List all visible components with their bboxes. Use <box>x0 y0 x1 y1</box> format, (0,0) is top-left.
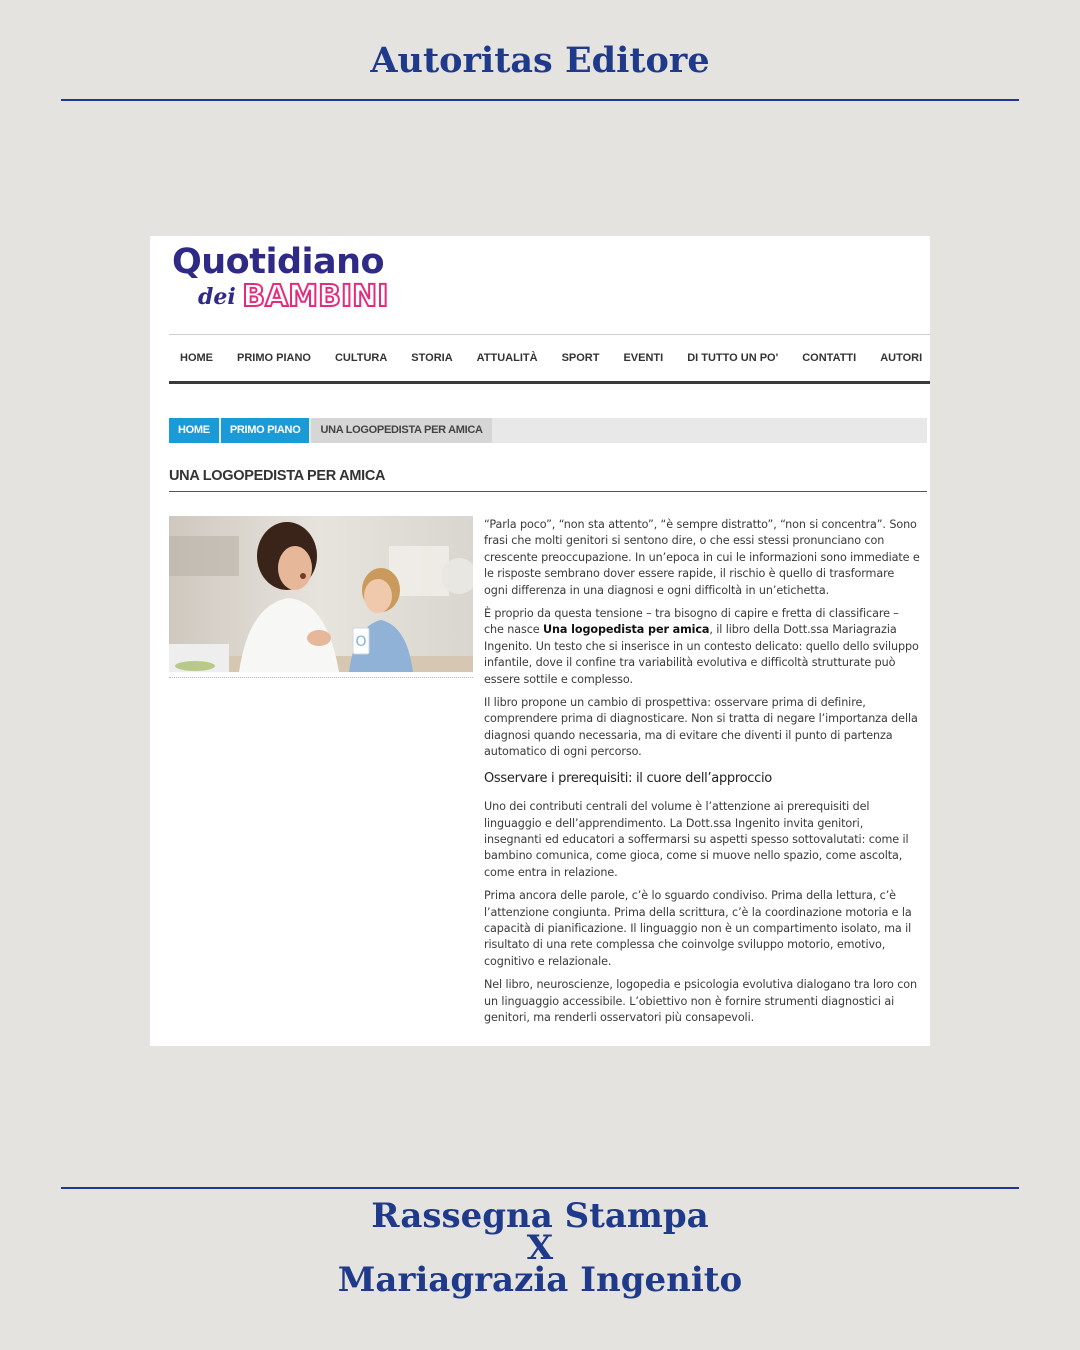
site-logo[interactable] <box>172 240 388 314</box>
main-nav <box>169 334 930 384</box>
paragraph-1: “Parla poco”, “non sta attento”, “è sempre distratto”, “non si concentra”. Sono frasi che molti genitori si sentono dire, o che essi stessi pronunciano con crescente preoccupazione. In un’epoca in cui le informazioni sono immediate e le risposte sembrano dover essere rapide, il rischio è quello di trasformare ogni differenza in una diagnosi e ogni difficoltà in un’etichetta. <box>484 518 920 597</box>
footer-line-2: X <box>526 1228 554 1268</box>
nav-di-tutto-un-po[interactable]: DI TUTTO UN PO' <box>687 352 779 364</box>
nav-attualita[interactable]: ATTUALITÀ <box>476 352 538 364</box>
article-body <box>484 517 920 1033</box>
nav-autori[interactable]: AUTORI <box>880 352 923 364</box>
breadcrumb <box>169 418 927 443</box>
article-photo <box>169 516 473 672</box>
article-title: UNA LOGOPEDISTA PER AMICA <box>169 468 927 492</box>
paragraph-6: Nel libro, neuroscienze, logopedia e psicologia evolutiva dialogano tra loro con un linguaggio accessibile. L’obiettivo non è fornire strumenti diagnostici ai genitori, ma renderli osservatori più consapevoli. <box>484 978 918 1024</box>
nav-home[interactable]: HOME <box>180 352 213 364</box>
card-letter: O <box>355 634 367 650</box>
logo-bambini: BAMBINI <box>242 279 389 314</box>
header-title: Autoritas Editore <box>370 40 710 81</box>
header-divider <box>61 99 1019 101</box>
nav-cultura[interactable]: CULTURA <box>334 352 388 364</box>
footer-title <box>0 1196 1080 1300</box>
breadcrumb-current: UNA LOGOPEDISTA PER AMICA <box>311 418 491 443</box>
paragraph-4: Uno dei contributi centrali del volume è l’attenzione ai prerequisiti del linguaggio e dell’apprendimento. La Dott.ssa Ingenito invita genitori, insegnanti ed educatori a soffermarsi su aspetti spesso sottovalutati: come il bambino comunica, come gioca, come si muove nello spazio, come ascolta, come entra in relazione. <box>484 800 909 879</box>
nav-sport[interactable]: SPORT <box>561 352 600 364</box>
nav-primo-piano[interactable]: PRIMO PIANO <box>237 352 311 364</box>
paragraph-3: Il libro propone un cambio di prospettiva: osservare prima di definire, comprendere prima di diagnosticare. Non si tratta di negare l’importanza della diagnosi quando necessaria, ma di evitare che diventi il punto di partenza automatico di ogni percorso. <box>484 696 918 759</box>
logo-dei: dei <box>198 284 236 310</box>
nav-eventi[interactable]: EVENTI <box>623 352 664 364</box>
nav-contatti[interactable]: CONTATTI <box>802 352 857 364</box>
footer-line-3: Mariagrazia Ingenito <box>337 1260 743 1300</box>
paragraph-2: È proprio da questa tensione – tra bisogno di capire e fretta di classificare – che nasce Una logopedista per amica, il libro della Dott.ssa Mariagrazia Ingenito. Un testo che si inserisce in un contesto delicato: quello dello sviluppo infantile, dove il confine tra variabilità evolutiva e difficoltà strutturate può essere sottile e complesso. <box>484 607 919 686</box>
breadcrumb-primo-piano[interactable]: PRIMO PIANO <box>221 418 310 443</box>
book-title: Una logopedista per amica <box>543 623 710 637</box>
photo-divider <box>169 677 473 678</box>
footer-divider <box>61 1187 1019 1189</box>
website-screenshot <box>150 236 930 1046</box>
photo-illustration <box>169 516 473 672</box>
nav-storia[interactable]: STORIA <box>411 352 453 364</box>
logo-quotidiano: Quotidiano <box>172 242 385 282</box>
article-subheading: Osservare i prerequisiti: il cuore dell’approccio <box>484 770 772 786</box>
paragraph-5: Prima ancora delle parole, c’è lo sguardo condiviso. Prima della lettura, c’è l’attenzione congiunta. Prima della scrittura, c’è la coordinazione motoria e la capacità di pianificazione. Il linguaggio non è un compartimento isolato, ma il risultato di una rete complessa che coinvolge sviluppo motorio, emotivo, cognitivo e relazionale. <box>484 889 912 968</box>
breadcrumb-home[interactable]: HOME <box>169 418 219 443</box>
footer-line-1: Rassegna Stampa <box>371 1196 709 1236</box>
